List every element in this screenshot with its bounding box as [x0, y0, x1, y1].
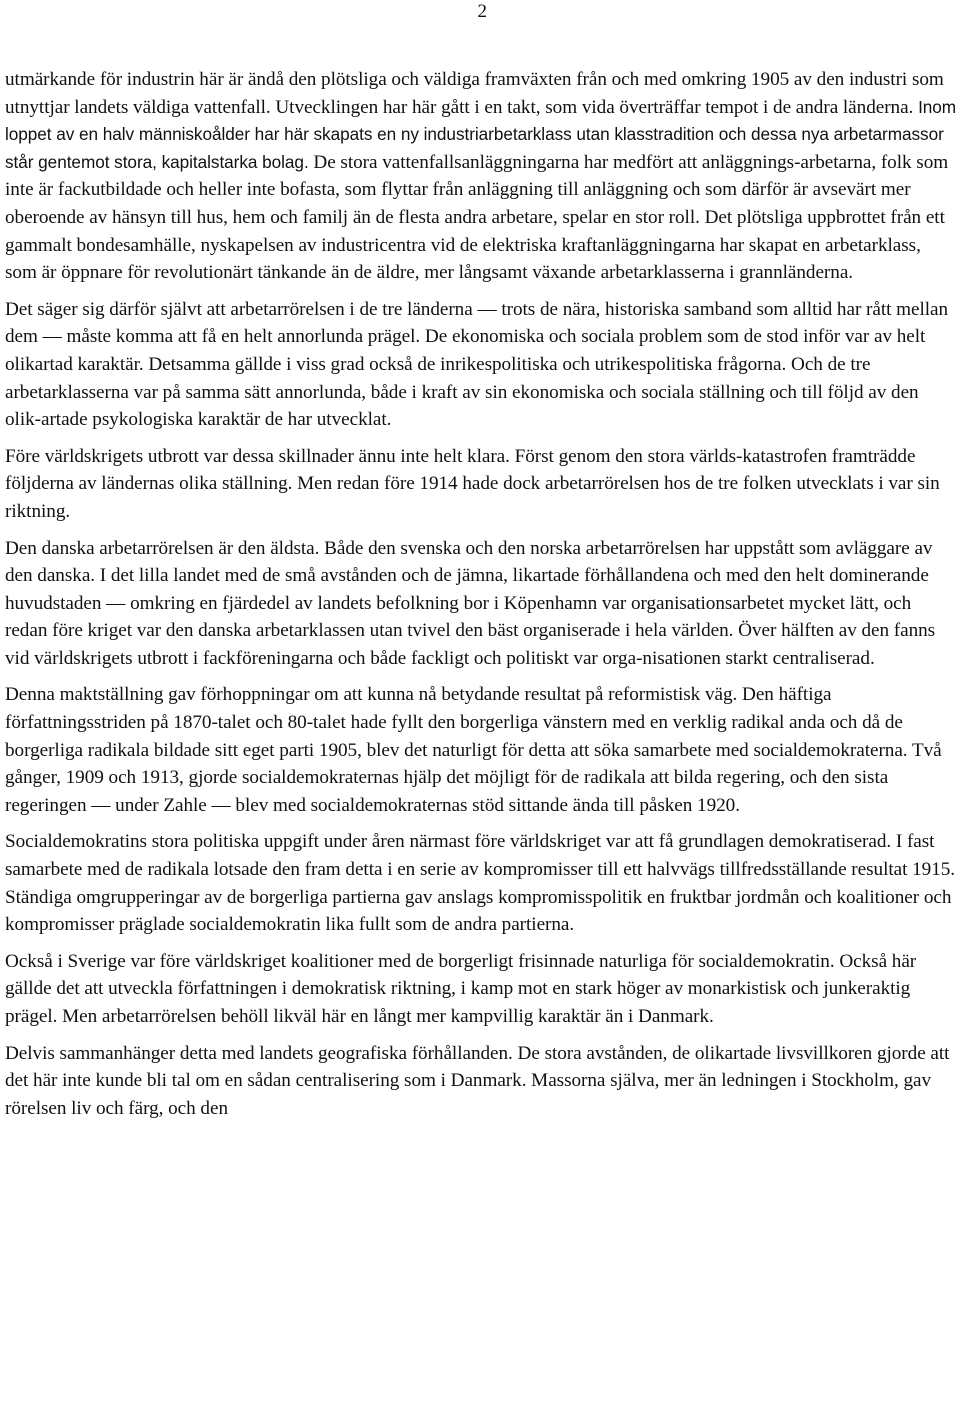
page-number: 2: [477, 1, 487, 22]
paragraph-3: Före världskrigets utbrott var dessa skillnader ännu inte helt klara. Först genom den stora världs-katastrofen framträdde följderna av ländernas olika ställning. Men redan före 1914 hade dock arbetarrörelsen hos de tre folken utvecklats i var sin riktning.: [5, 445, 940, 522]
paragraph-5: Denna maktställning gav förhoppningar om att kunna nå betydande resultat på reformistisk väg. Den häftiga författningsstriden på 1870-talet och 80-talet hade fyllt den borgerliga vänstern med en verklig radikal anda och då de borgerliga radikala bildade sitt eget parti 1905, blev det naturligt för detta att söka samarbete med socialdemokraterna. Två gånger, 1909 och 1913, gjorde socialdemokraternas hjälp det möjligt för de radikala att bilda regering, och den sista regeringen — under Zahle — blev med socialdemokraternas stöd sittande ända till påsken 1920.: [5, 684, 942, 816]
paragraph-8: Delvis sammanhänger detta med landets geografiska förhållanden. De stora avstånden, de olikartade livsvillkoren gjorde att det här inte kunde bli tal om en sådan centralisering som i Danmark. Massorna själva, mer än ledningen i Stockholm, gav rörelsen liv och färg, och den: [5, 1042, 950, 1119]
paragraph-1-tail: De stora vattenfallsanläggningarna har medfört att anläggnings-arbetarna, folk som inte är fackutbildade och heller inte bofasta, som flyttar från anläggning till anläggning och som därför är avsevärt mer oberoende av hänsyn till hus, hem och familj än de flesta andra arbetare, spelar en stor roll. Det plötsliga uppbrottet från ett gammalt bondesamhälle, nyskapelsen av industricentra vid de elektriska kraftanläggningarna har skapat en arbetarklass, som är öppnare för revolutionärt tänkande än de äldre, mer långsamt växande arbetarklasserna i grannländerna.: [5, 151, 949, 284]
paragraph-6: Socialdemokratins stora politiska uppgift under åren närmast före världskriget var att få grundlagen demokratiserad. I fast samarbete med de radikala lotsade den fram detta i en serie av kompromisser till ett halvvägs tillfredsställande resultat 1915. Ständiga omgrupperingar av de borgerliga partierna gav anslags kompromisspolitik en fruktbar jordmån och koalitioner och kompromisser präglade socialdemokratin lika fullt som de andra partierna.: [5, 831, 956, 936]
paragraph-2: Det säger sig därför självt att arbetarrörelsen i de tre länderna — trots de nära, historiska samband som alltid har rått mellan dem — måste komma att få en helt annorlunda prägel. De ekonomiska och sociala problem som de stod inför var av helt olikartad karaktär. Detsamma gällde i viss grad också de inrikespolitiska och utrikespolitiska frågorna. Och de tre arbetarklasserna var på samma sätt annorlunda, både i kraft av sin ekonomiska och sociala ställning och till följd av den olik-artade psykologiska karaktär de har utvecklat.: [5, 298, 949, 431]
paragraph-1: [5, 66, 957, 287]
paragraph-1-sans-segment: Inom loppet av en halv människoålder har här skapats en ny industriarbetarklass utan klasstradition och dessa nya arbetarmassor står gentemot stora, kapitalstarka bolag.: [5, 96, 957, 172]
paragraph-4: Den danska arbetarrörelsen är den äldsta. Både den svenska och den norska arbetarrörelsen har uppstått som avläggare av den danska. I det lilla landet med de små avstånden och de jämna, likartade förhållandena och med den helt dominerande huvudstaden — omkring en fjärdedel av landets befolkning bor i Köpenhamn var organisationsarbetet mycket lätt, och redan före kriget var den danska arbetarklassen utan tvivel den bäst organiserade i hela världen. Över hälften av den fanns vid världskrigets utbrott i fackföreningarna och både fackligt och politiskt var orga-nisationen starkt centraliserad.: [5, 537, 936, 669]
document-body: [5, 66, 957, 1122]
paragraph-1-lead: utmärkande för industrin här är ändå den plötsliga och väldiga framväxten från och med omkring 1905 av den industri som utnyttjar landets väldiga vattenfall. Utvecklingen har här gått i en takt, som vida överträffar tempot i de andra länderna.: [5, 69, 944, 118]
paragraph-7: Också i Sverige var före världskriget koalitioner med de borgerligt frisinnade naturliga för socialdemokratin. Också här gällde det att utveckla författningen i demokratisk riktning, i kamp mot en stark höger av monarkistisk och junkeraktig prägel. Men arbetarrörelsen behöll likväl här en långt mer kampvillig karaktär än i Danmark.: [5, 950, 917, 1027]
